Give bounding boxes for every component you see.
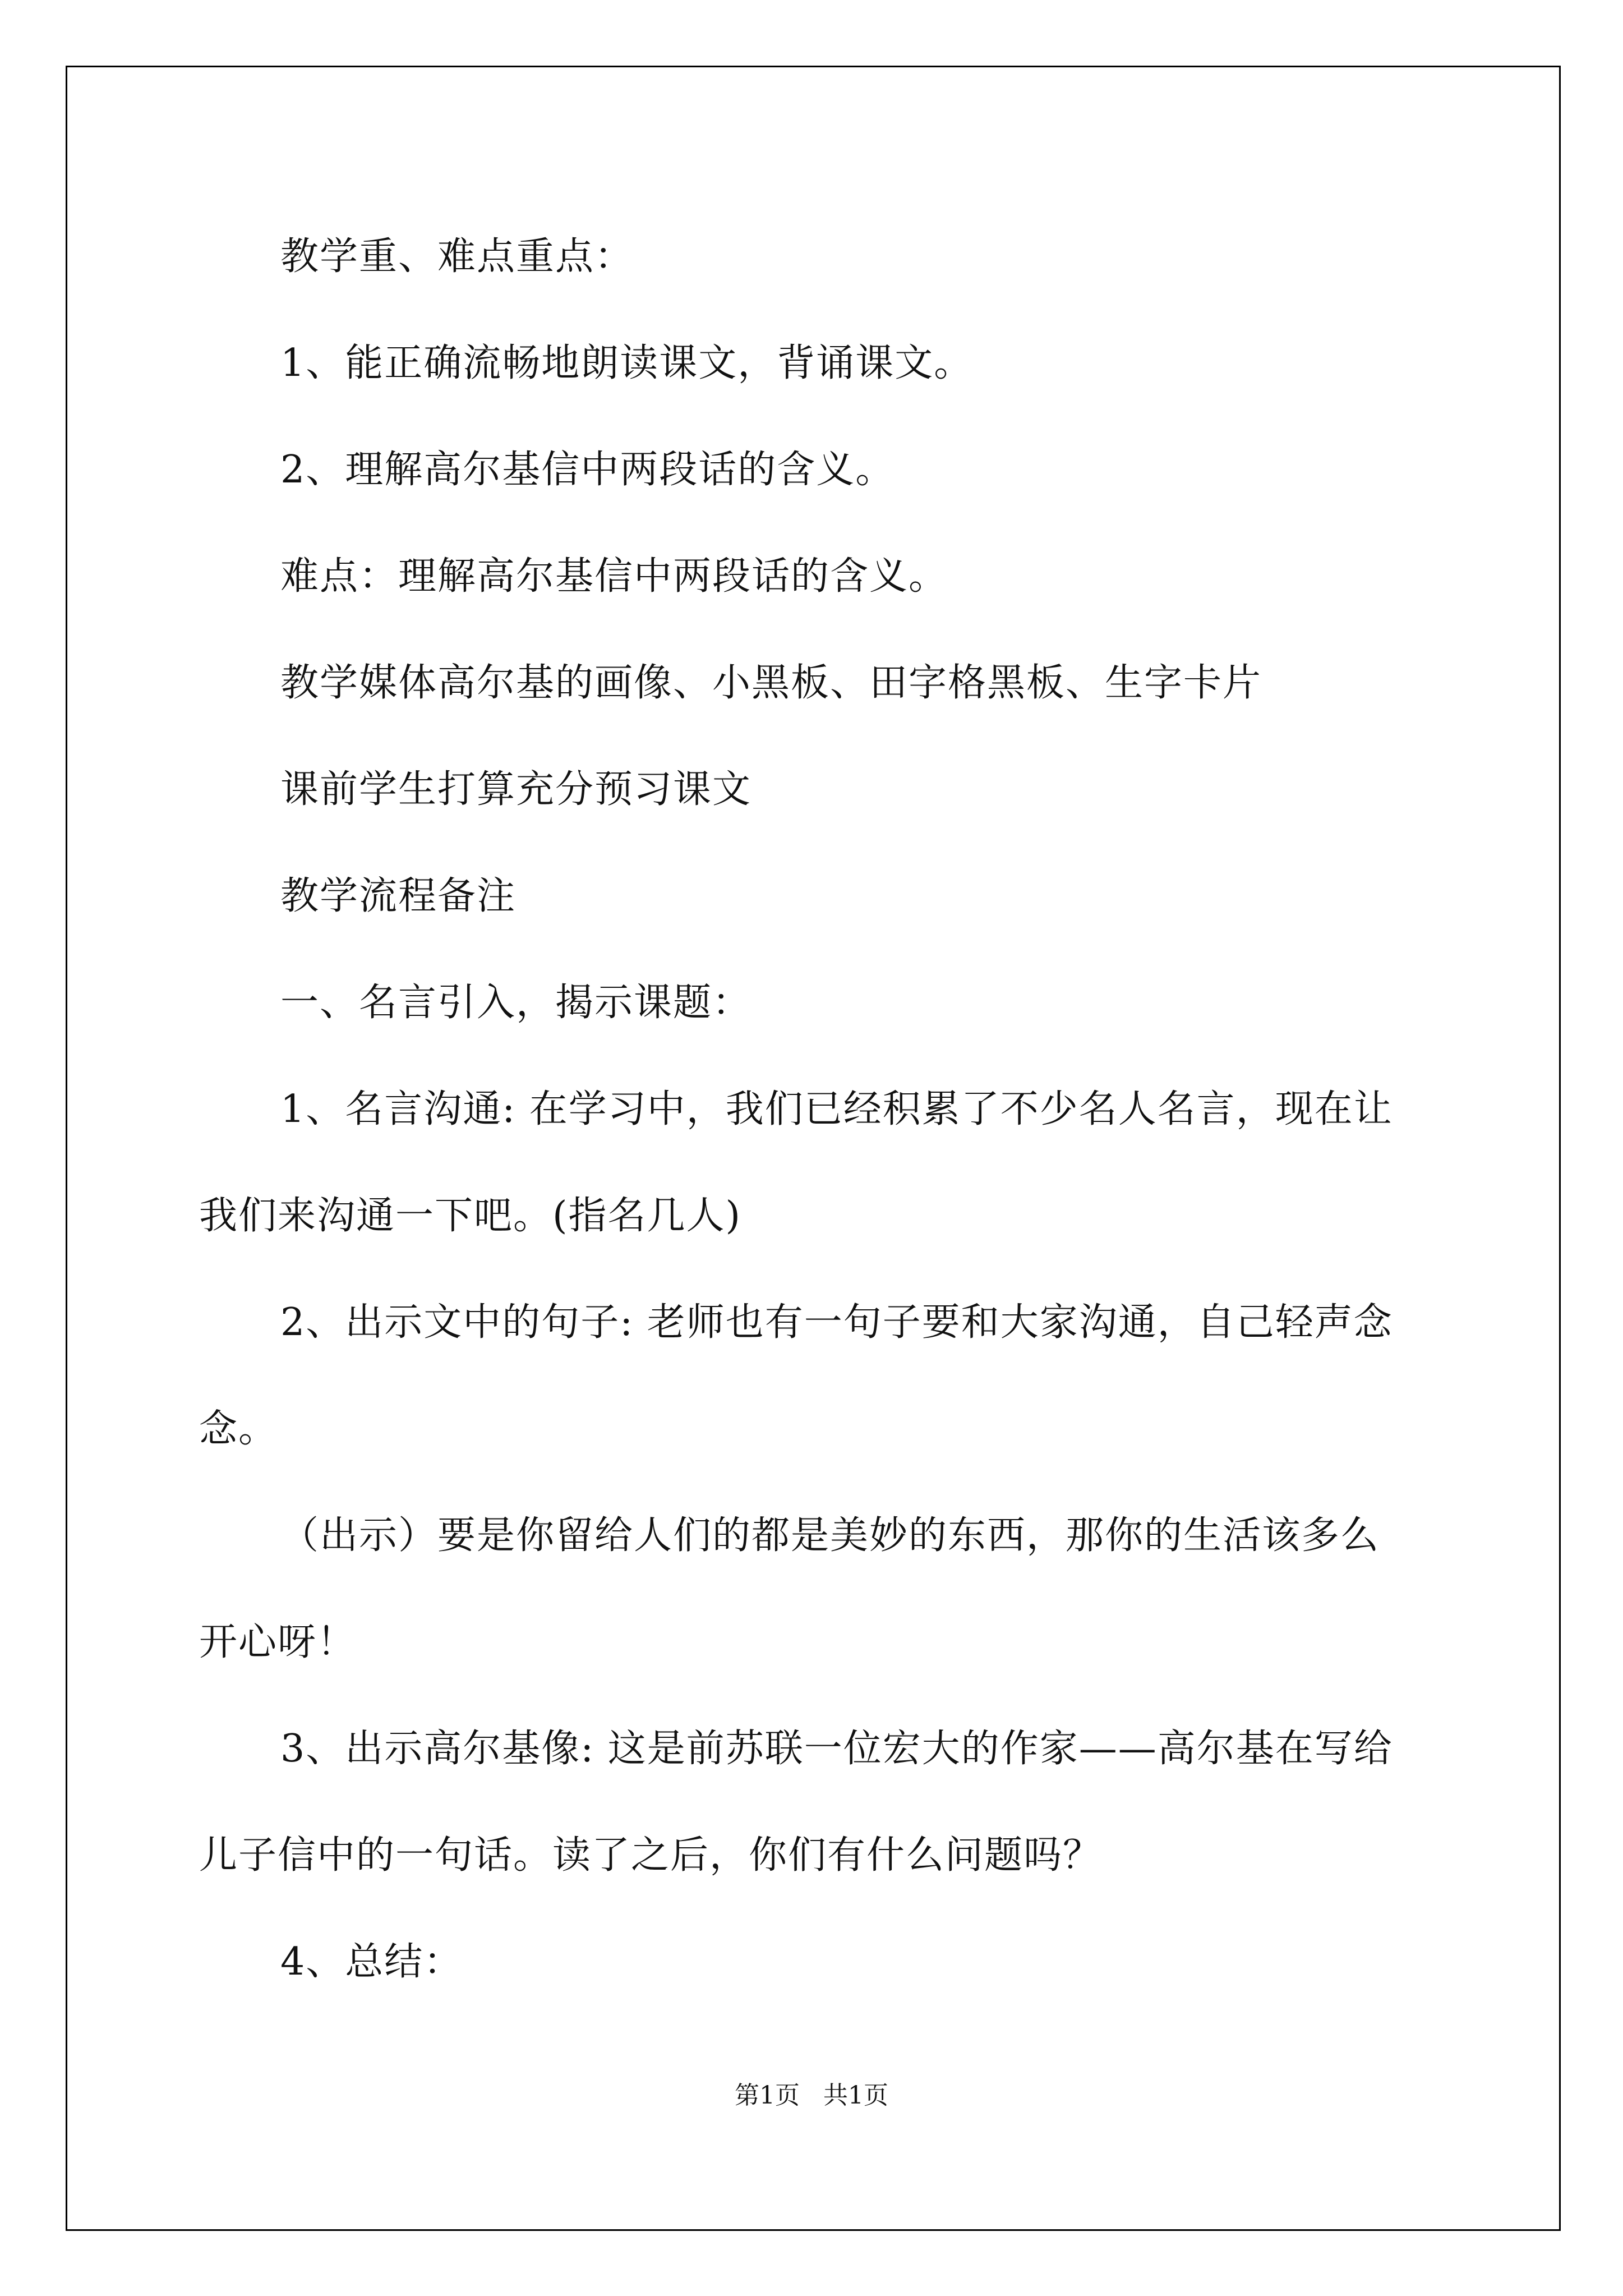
section-1-heading: 一、名言引入，揭示课题： [280,981,752,1025]
quote-line-1: （出示）要是你留给人们的都是美妙的东西，那你的生活该多么 [280,1513,1380,1558]
step-3-line-2: 儿子信中的一句话。读了之后，你们有什么问题吗？ [199,1833,1103,1878]
teaching-process-heading: 教学流程备注 [280,874,517,918]
teaching-media: 教学媒体高尔基的画像、小黑板、田字格黑板、生字卡片 [280,661,1262,705]
difficult-point: 难点：理解高尔基信中两段话的含义。 [280,554,948,599]
pre-class-preparation: 课前学生打算充分预习课文 [280,767,752,812]
heading-key-difficult-points: 教学重、难点重点： [280,234,634,279]
quote-line-2: 开心呀！ [199,1620,357,1664]
page-number-footer: 第1页 共1页 [735,2081,888,2110]
step-1-line-2: 我们来沟通一下吧。(指名几人) [199,1194,742,1238]
page-border [66,66,1561,2231]
key-point-2: 2、理解高尔基信中两段话的含义。 [280,448,895,492]
step-3-line-1: 3、出示高尔基像: 这是前苏联一位宏大的作家——高尔基在写给 [280,1727,1393,1771]
key-point-1: 1、能正确流畅地朗读课文，背诵课文。 [280,341,974,385]
step-1-line-1: 1、名言沟通: 在学习中，我们已经积累了不少名人名言，现在让 [280,1087,1393,1131]
step-4-summary: 4、总结： [280,1940,463,1984]
step-2-line-2: 念。 [199,1407,278,1451]
step-2-line-1: 2、出示文中的句子: 老师也有一句子要和大家沟通，自己轻声念 [280,1300,1393,1345]
